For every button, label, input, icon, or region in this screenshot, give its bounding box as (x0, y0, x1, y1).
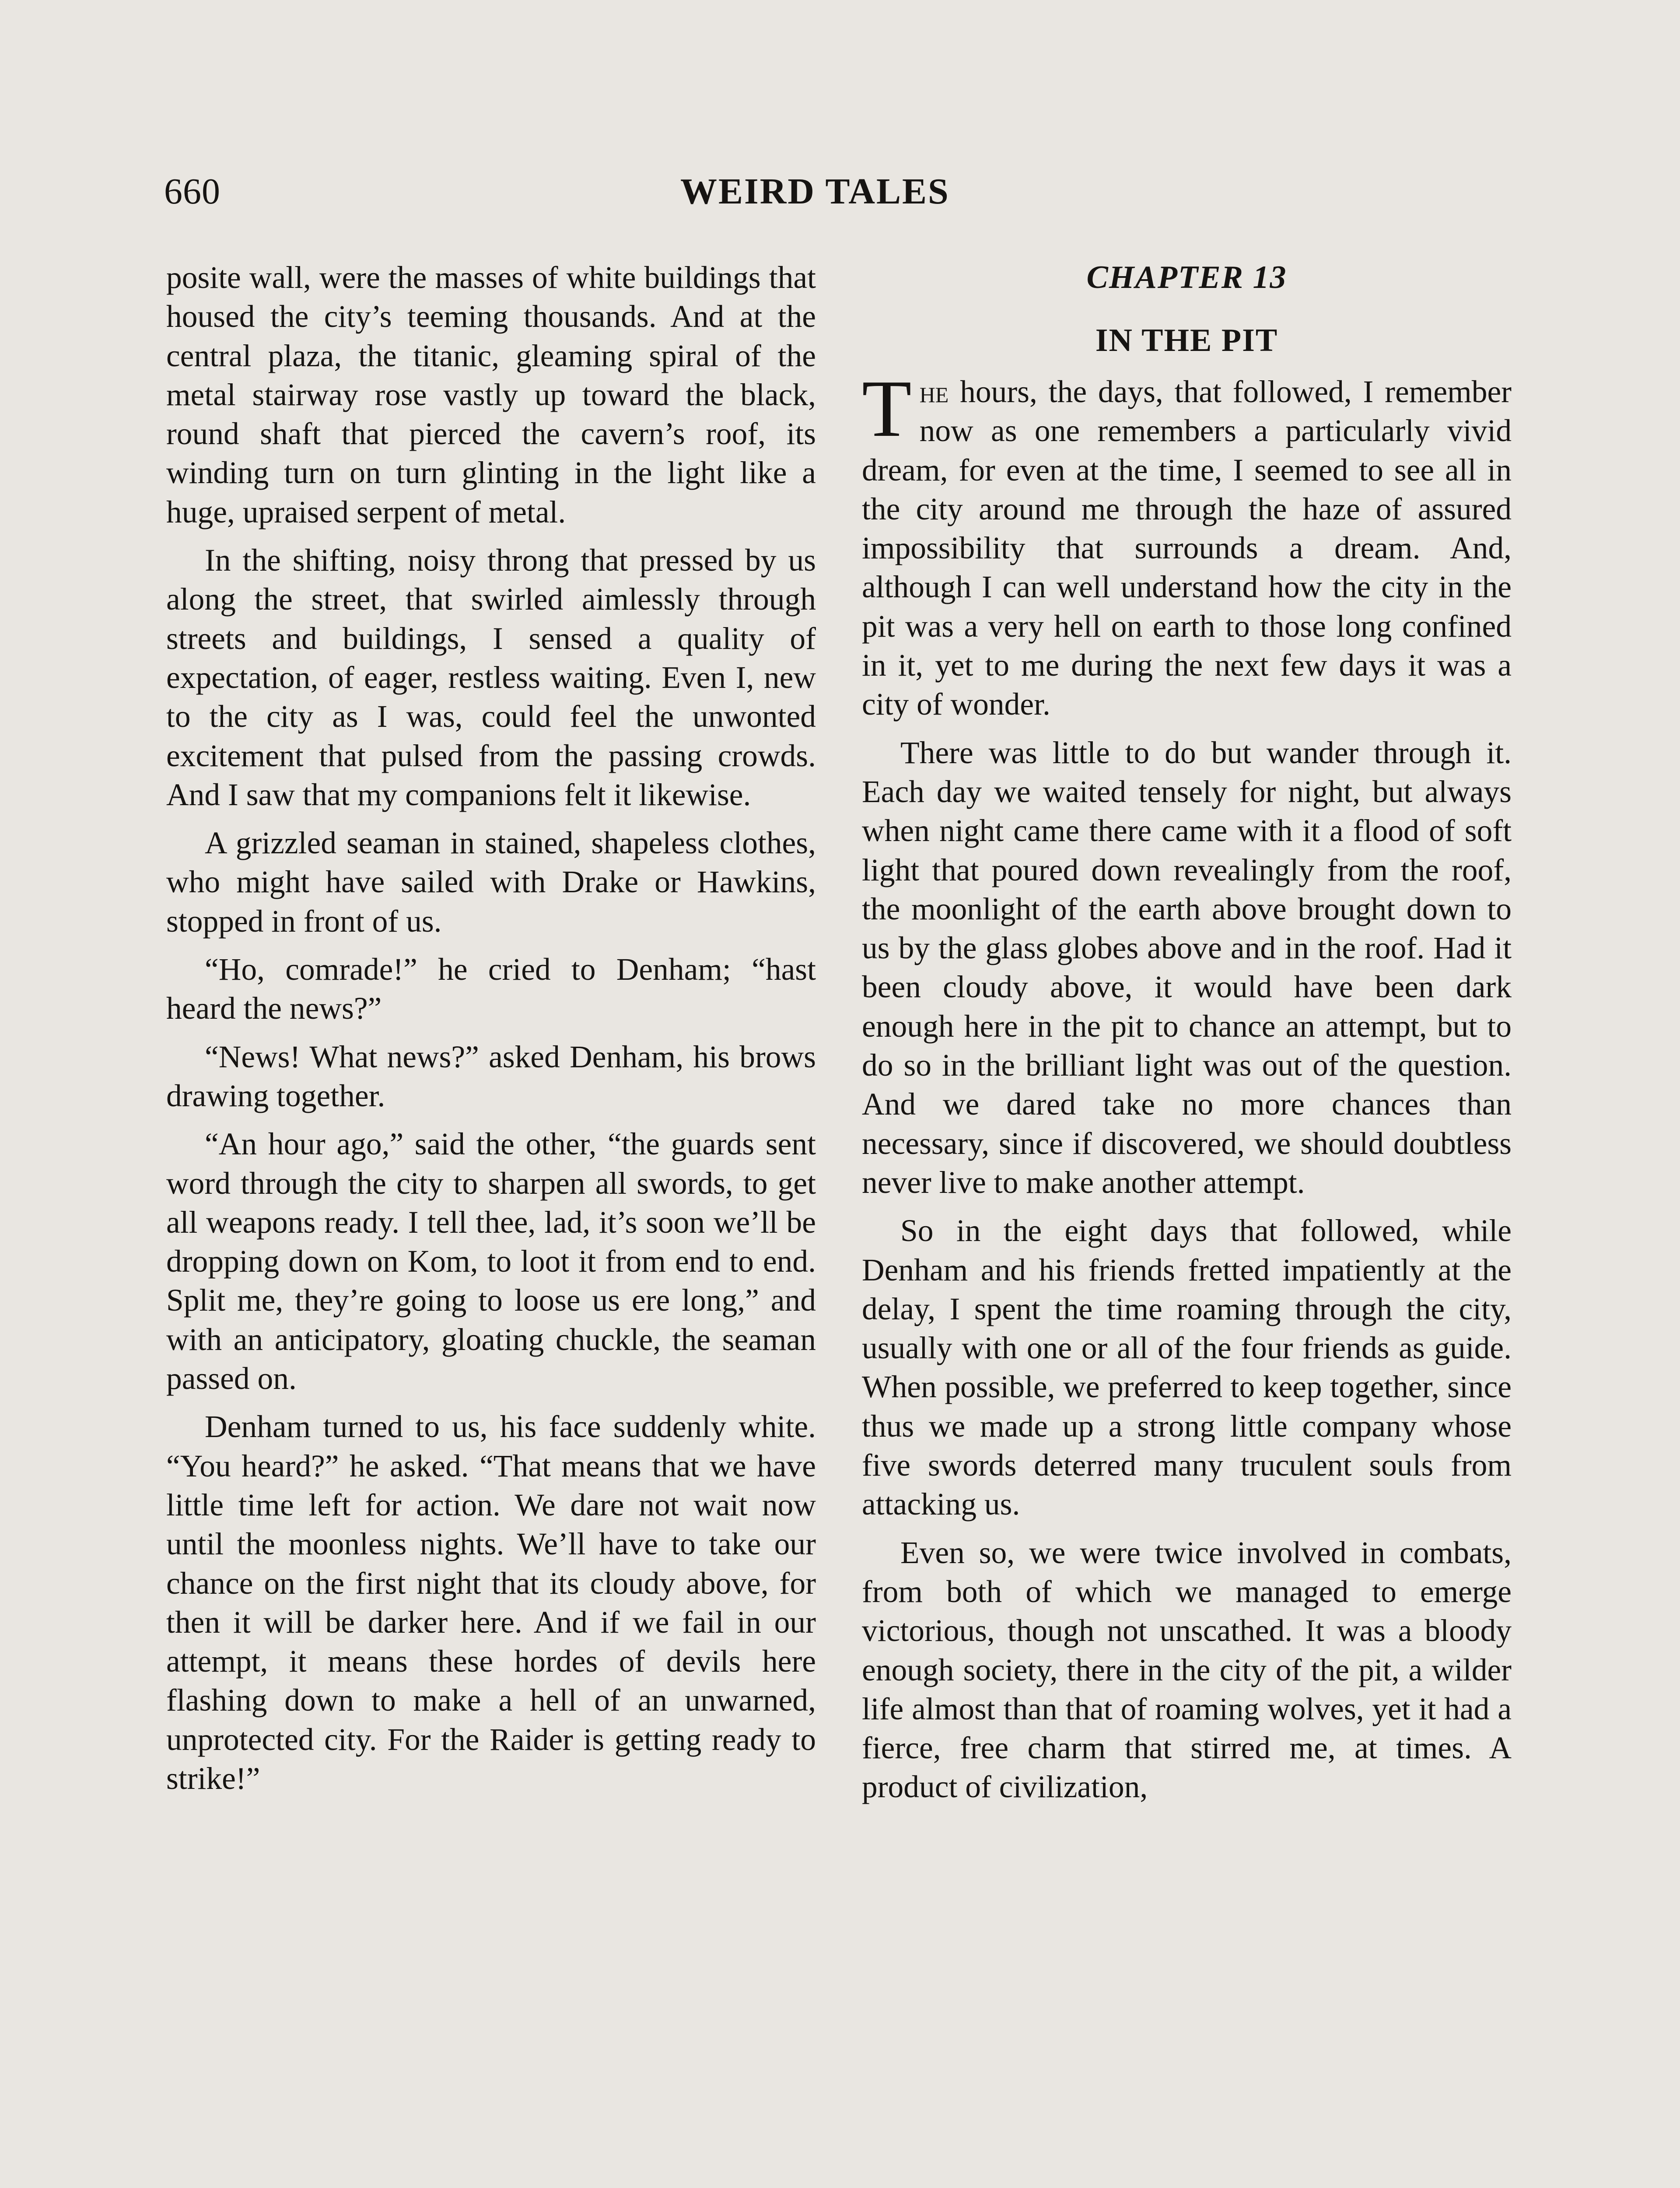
paragraph: “Ho, comrade!” he cried to Denham; “hast heard the news?” (166, 952, 816, 1026)
opening-paragraph (862, 364, 1512, 724)
opening-text: hours, the days, that followed, I remember now as one remembers a particularly vivid dream, for even at the time, I seemed to see all in the city around me through the haze of assured impossibility that surrounds a dream. And, although I can well understand how the city in the pit was a very hell on earth to those long confined in it, yet to me during the next few days it was a city of wonder. (862, 375, 1512, 722)
paragraph: So in the eight days that followed, while Denham and his friends fretted impatiently at the delay, I spent the time roaming through the city, usually with one or all of the four friends as guide. When possible, we preferred to keep together, since thus we made up a strong little company whose five swords deterred many truculent souls from attacking us. (862, 1213, 1512, 1522)
paragraph-continuation: posite wall, were the masses of white buildings that housed the city’s teeming thousands. And at the central plaza, the titanic, gleaming spiral of the metal stairway rose vastly up toward the black, round shaft that pierced the cavern’s roof, its winding turn on turn glinting in the light like a huge, upraised serpent of metal. (166, 260, 816, 529)
magazine-title: WEIRD TALES (680, 171, 950, 212)
running-head (164, 168, 980, 216)
opening-small-caps: he (919, 375, 949, 409)
right-text-column (862, 258, 1512, 1816)
chapter-number: CHAPTER 13 (1086, 259, 1287, 295)
left-text-column (166, 258, 816, 1807)
paragraph: Denham turned to us, his face suddenly white. “You heard?” he asked. “That means that we have little time left for action. We dare not wait now until the moonless nights. We’ll have to take our chance on the first night that its cloudy above, for then it will be darker here. And if we fail in our attempt, it means these hordes of devils here flashing down to make a hell of an unwarned, unprotected city. For the Raider is getting ready to strike!” (166, 1410, 816, 1796)
paragraph: There was little to do but wander through it. Each day we waited tensely for night, but always when night came there came with it a flood of soft light that poured down revealingly from the roof, the moonlight of the earth above brought down to us by the glass globes above and in the roof. Had it been cloudy above, it would have been dark enough here in the pit to chance an attempt, but to do so in the brilliant light was out of the question. And we dared take no more chances than necessary, since if discovered, we should doubtless never live to make another attempt. (862, 735, 1512, 1200)
paragraph: Even so, we were twice involved in combats, from both of which we managed to emerge victorious, though not unscathed. It was a bloody enough society, there in the city of the pit, a wilder life almost than that of roaming wolves, yet it had a fierce, free charm that stirred me, at times. A product of civilization, (862, 1535, 1512, 1805)
paragraph: A grizzled seaman in stained, shapeless clothes, who might have sailed with Drake or Hawkins, stopped in front of us. (166, 826, 816, 939)
chapter-title: IN THE PIT (1095, 323, 1278, 358)
paragraph: In the shifting, noisy throng that pressed by us along the street, that swirled aimlessly through streets and buildings, I sensed a quality of expectation, of eager, restless waiting. Even I, new to the city as I was, could feel the unwonted excitement that pulsed from the passing crowds. And I saw that my companions felt it likewise. (166, 543, 816, 812)
paragraph: “An hour ago,” said the other, “the guards sent word through the city to sharpen all swords, to get all weapons ready. I tell thee, lad, it’s soon we’ll be dropping down on Kom, to loot it from end to end. Split me, they’re going to loose us ere long,” and with an anticipatory, gloating chuckle, the seaman passed on. (166, 1127, 816, 1396)
paragraph: “News! What news?” asked Denham, his brows drawing together. (166, 1039, 816, 1113)
drop-cap-initial: T (862, 364, 912, 454)
page-number: 660 (164, 171, 220, 212)
